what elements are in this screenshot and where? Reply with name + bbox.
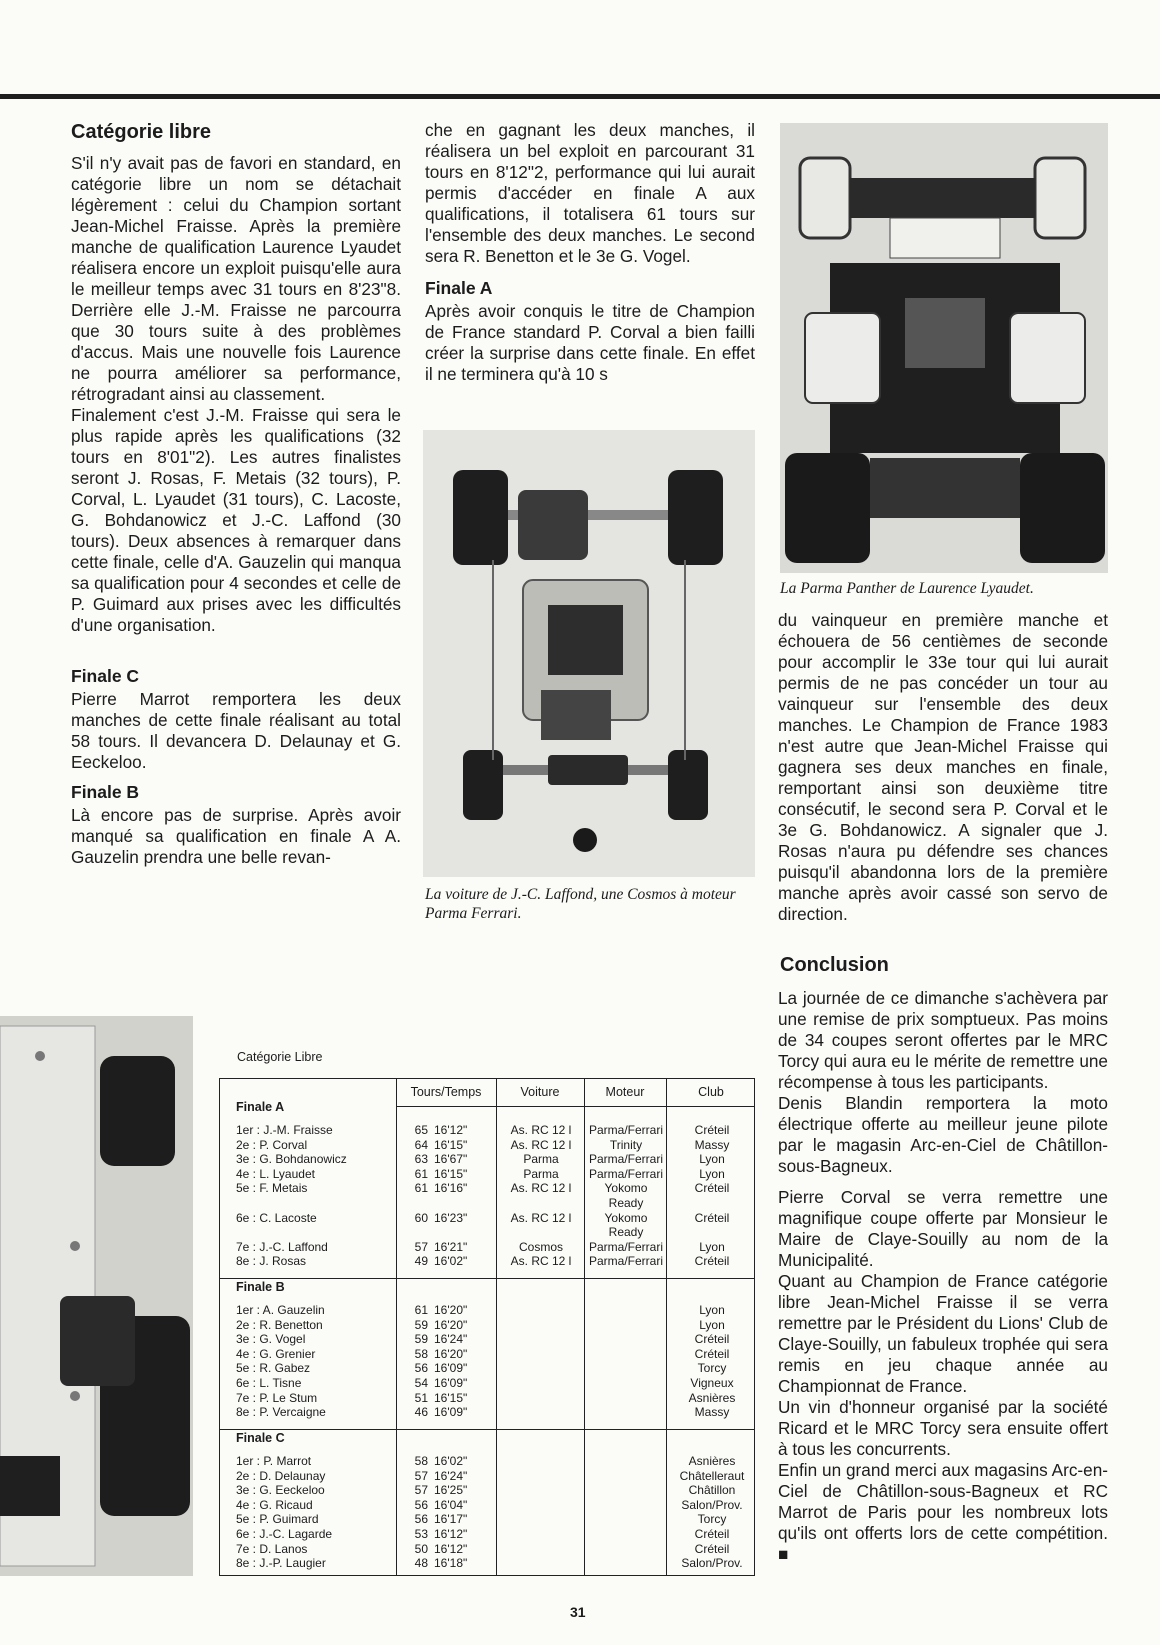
- cell-place: 8e : P. Vercaigne: [236, 1405, 326, 1420]
- section-heading-categorie-libre: [71, 120, 211, 144]
- cell-place: 6e : C. Lacoste: [236, 1210, 317, 1225]
- column-3: [778, 610, 1108, 925]
- cell-voiture: As. RC 12 l: [510, 1123, 572, 1137]
- cell-temps: 16'24": [434, 1468, 468, 1483]
- cell-voiture: As. RC 12 l: [510, 1181, 572, 1196]
- cell-temps: 16'23": [434, 1210, 468, 1225]
- cell-temps: 16'21": [434, 1239, 468, 1254]
- paragraph: du vainqueur en première manche et échouera de 56 centièmes de seconde pour accomplir le 33e tour qui lui aurait permis de ne pas concéder un tour au vainqueur sur l'ensemble des deux manches. Le Champion de France 1983 n'est autre que Jean-Michel Fraisse qui gagnera ses deux manches en finale, remportant ainsi son deuxième titre consécutif, le second sera P. Corval et le 3e G. Bohdanowicz. A signaler que J. Rosas n'aura pu défendre ses chances puisqu'il abandonna lors de la première manche après avoir cassé son servo de direction.: [778, 610, 1108, 924]
- cell-temps: 16'09": [434, 1376, 468, 1390]
- cell-moteur: Parma/Ferrari: [588, 1123, 663, 1137]
- cell-temps: 16'20": [434, 1303, 468, 1317]
- paragraph: che en gagnant les deux manches, il réalisera un bel exploit en parcourant 31 tours en 8'12"2, performance qui lui aurait permis d'accéder en finale A aux qualifications, il totalisera 61 tours sur l'ensemble des deux manches. Le second sera R. Benetton et le 3e G. Vogel.: [425, 120, 755, 266]
- car-chassis-illustration: [423, 430, 755, 877]
- paragraph: Pierre Marrot remportera les deux manches de cette finale réalisant au total 58 tours. Il devancera D. Delaunay et G. Eeckeloo.: [71, 689, 401, 772]
- column-2: [425, 120, 755, 385]
- cell-tours: 58: [414, 1454, 428, 1468]
- section-heading-conclusion: [780, 953, 889, 977]
- cell-voiture: Cosmos: [518, 1239, 563, 1254]
- chassis-detail-illustration: [0, 1016, 193, 1576]
- paragraph: La journée de ce dimanche s'achèvera par une remise de prix somptueux. Pas moins de 34 coupes seront offertes par le MRC Torcy qui aura eu le mérite de remettre une récompense à tous les participants.: [778, 988, 1108, 1092]
- cell-temps: 16'12": [434, 1527, 468, 1541]
- cell-club: Châtillon: [688, 1483, 736, 1498]
- cell-tours: 61: [414, 1303, 428, 1317]
- cell-place: 6e : L. Tisne: [236, 1376, 302, 1390]
- cell-club: Torcy: [697, 1512, 727, 1527]
- cell-club: Asnières: [688, 1390, 736, 1405]
- cell-tours: 63: [414, 1152, 428, 1167]
- paragraph: Denis Blandin remportera la moto électrique offerte au meilleur jeune pilote par le magasin Arc-en-Ciel de Châtillon-sous-Bagneux.: [778, 1093, 1108, 1176]
- section-label-finale-b: Finale B: [236, 1280, 285, 1294]
- cell-tours: 53: [414, 1527, 428, 1541]
- cell-place: 5e : F. Metais: [236, 1181, 308, 1196]
- cell-tours: 59: [414, 1332, 428, 1347]
- cell-club: Châtelleraut: [679, 1468, 745, 1483]
- subheading-finale-c: Finale C: [71, 666, 140, 686]
- cell-tours: 57: [414, 1468, 428, 1483]
- cell-place: 6e : J.-C. Lagarde: [236, 1527, 333, 1541]
- cell-club: Asnières: [688, 1454, 736, 1468]
- header-voiture: Voiture: [520, 1085, 560, 1099]
- cell-club: Créteil: [694, 1346, 730, 1361]
- cell-club: Lyon: [699, 1239, 725, 1254]
- cell-club: Créteil: [694, 1527, 730, 1541]
- cell-club: Créteil: [694, 1123, 730, 1137]
- cell-club: Créteil: [694, 1541, 730, 1556]
- paragraph: Un vin d'honneur organisé par la société Ricard et le MRC Torcy sera ensuite offert à tous les concurrents.: [778, 1397, 1108, 1459]
- cell-tours: 60: [414, 1210, 428, 1225]
- heading-text: Conclusion: [780, 954, 889, 976]
- cell-temps: 16'15": [434, 1390, 468, 1405]
- cell-voiture: As. RC 12 l: [510, 1210, 572, 1225]
- cell-temps: 16'16": [434, 1181, 468, 1196]
- car-chassis-illustration: [780, 123, 1108, 573]
- cell-tours: 56: [414, 1497, 428, 1512]
- conclusion-column: [778, 988, 1108, 1565]
- cell-tours: 57: [414, 1239, 428, 1254]
- cell-moteur: Parma/Ferrari: [588, 1254, 663, 1269]
- cell-place: 1er : J.-M. Fraisse: [236, 1123, 333, 1137]
- cell-club: Lyon: [699, 1303, 725, 1317]
- cell-tours: 46: [414, 1405, 428, 1420]
- column-1: [71, 153, 401, 868]
- cell-temps: 16'24": [434, 1332, 468, 1347]
- cell-tours: 57: [414, 1483, 428, 1498]
- cell-tours: 64: [414, 1137, 428, 1152]
- cell-moteur: Yokomo Ready: [604, 1210, 648, 1240]
- cell-temps: 16'18": [434, 1556, 468, 1571]
- cell-place: 3e : G. Eeckeloo: [236, 1483, 325, 1498]
- paragraph: S'il n'y avait pas de favori en standard, en catégorie libre un nom se détachait légèrement : celui du Champion sortant Jean-Michel Fraisse. Après la première manche de qualification Laurence Lyaudet réalisera encore un exploit puisqu'elle aura le meilleur temps avec 31 tours en 8'23"8. Derrière elle J.-M. Fraisse ne parcourra que 30 tours suite à des problèmes d'accus. Mais une nouvelle fois Laurence ne pourra améliorer sa performance, rétrogradant ainsi au classement.: [71, 153, 401, 404]
- cell-voiture: As. RC 12 l: [510, 1254, 572, 1269]
- cell-tours: 65: [414, 1123, 428, 1137]
- paragraph: Là encore pas de surprise. Après avoir manqué sa qualification en finale A A. Gauzelin prendra une belle revan-: [71, 805, 401, 867]
- cell-temps: 16'04": [434, 1497, 468, 1512]
- cell-place: 7e : J.-C. Laffond: [236, 1239, 328, 1254]
- cell-temps: 16'25": [434, 1483, 468, 1498]
- heading-text: Catégorie libre: [71, 121, 212, 143]
- cell-place: 1er : P. Marrot: [236, 1454, 312, 1468]
- header-moteur: Moteur: [605, 1085, 645, 1099]
- cell-club: Lyon: [699, 1152, 725, 1167]
- cell-place: 8e : J.-P. Laugier: [236, 1556, 326, 1571]
- paragraph: Quant au Champion de France catégorie libre Jean-Michel Fraisse il se verra remettre par le Président du Lions' Club de Claye-Souilly, un fabuleux trophée qui sera remis en jeu chaque année au Championnat de France.: [778, 1271, 1108, 1396]
- cell-tours: 58: [414, 1346, 428, 1361]
- cell-club: Torcy: [697, 1361, 727, 1376]
- table-title: Catégorie Libre: [237, 1050, 323, 1064]
- results-table: [219, 1078, 755, 1576]
- cell-moteur: Parma/Ferrari: [588, 1239, 663, 1254]
- cell-place: 1er : A. Gauzelin: [236, 1303, 325, 1317]
- cell-tours: 56: [414, 1361, 428, 1376]
- table-divider: [396, 1106, 754, 1107]
- paragraph: Finalement c'est J.-M. Fraisse qui sera le plus rapide après les qualifications (32 tours en 8'01"2). Les autres finalistes seront J. Rosas, F. Metais (32 tours), P. Corval, L. Lyaudet (31 tours), C. Lacoste, G. Bohdanowicz et J.-C. Laffond (30 tours). Deux absences à remarquer dans cette finale, celle d'A. Gauzelin qui manqua sa qualification pour 4 secondes et celle de P. Guimard aux prises avec les difficultés d'une organisation.: [71, 405, 401, 635]
- paragraph: Pierre Corval se verra remettre une magnifique coupe offerte par Monsieur le Maire de Claye-Souilly au nom de la Municipalité.: [778, 1187, 1108, 1270]
- cell-place: 7e : P. Le Stum: [236, 1390, 318, 1405]
- cell-tours: 61: [414, 1166, 428, 1181]
- cell-temps: 16'09": [434, 1405, 468, 1420]
- cell-place: 8e : J. Rosas: [236, 1254, 307, 1269]
- cell-place: 2e : P. Corval: [236, 1137, 308, 1152]
- cell-club: Lyon: [699, 1166, 725, 1181]
- section-label-finale-a: Finale A: [236, 1100, 285, 1114]
- cell-place: 3e : G. Bohdanowicz: [236, 1152, 347, 1167]
- cell-voiture: Parma: [523, 1166, 559, 1181]
- cell-voiture: As. RC 12 l: [510, 1137, 572, 1152]
- cell-tours: 54: [414, 1376, 428, 1390]
- subheading-finale-b: Finale B: [71, 782, 140, 802]
- cell-moteur: Yokomo Ready: [604, 1181, 648, 1210]
- cell-temps: 16'12": [434, 1123, 468, 1137]
- cell-tours: 51: [414, 1390, 428, 1405]
- photo-caption-laffond: La voiture de J.-C. Laffond, une Cosmos à moteur Parma Ferrari.: [425, 886, 736, 922]
- table-divider: [220, 1278, 754, 1279]
- paragraph: Après avoir conquis le titre de Champion de France standard P. Corval a bien failli créer la surprise dans cette finale. En effet il ne terminera qu'à 10 s: [425, 301, 755, 384]
- cell-temps: 16'02": [434, 1254, 468, 1269]
- cell-tours: 56: [414, 1512, 428, 1527]
- photo-chassis-detail: [0, 1016, 193, 1576]
- cell-club: Créteil: [694, 1210, 730, 1225]
- cell-tours: 49: [414, 1254, 428, 1269]
- cell-club: Créteil: [694, 1332, 730, 1347]
- cell-place: 3e : G. Vogel: [236, 1332, 306, 1347]
- cell-temps: 16'20": [434, 1317, 468, 1332]
- cell-place: 5e : P. Guimard: [236, 1512, 319, 1527]
- cell-moteur: Trinity: [609, 1137, 643, 1152]
- page-number: 31: [570, 1604, 586, 1620]
- cell-tours: 61: [414, 1181, 428, 1196]
- cell-club: Salon/Prov.: [681, 1497, 743, 1512]
- cell-temps: 16'15": [434, 1166, 468, 1181]
- cell-place: 5e : R. Gabez: [236, 1361, 311, 1376]
- cell-place: 4e : L. Lyaudet: [236, 1166, 315, 1181]
- cell-tours: 59: [414, 1317, 428, 1332]
- cell-temps: 16'67": [434, 1152, 468, 1167]
- header-club: Club: [698, 1085, 724, 1099]
- header-tours-temps: Tours/Temps: [410, 1085, 482, 1099]
- cell-club: Lyon: [699, 1317, 725, 1332]
- photo-parma-panther: [780, 123, 1108, 573]
- cell-club: Créteil: [694, 1254, 730, 1269]
- cell-temps: 16'09": [434, 1361, 468, 1376]
- cell-club: Vigneux: [690, 1376, 734, 1390]
- cell-temps: 16'17": [434, 1512, 468, 1527]
- subheading-finale-a: Finale A: [425, 278, 493, 298]
- cell-tours: 50: [414, 1541, 428, 1556]
- cell-place: 4e : G. Ricaud: [236, 1497, 313, 1512]
- cell-place: 7e : D. Lanos: [236, 1541, 308, 1556]
- cell-club: Créteil: [694, 1181, 730, 1196]
- cell-club: Massy: [694, 1405, 730, 1420]
- top-rule: [0, 94, 1160, 99]
- cell-club: Salon/Prov.: [681, 1556, 743, 1571]
- photo-laffond-car: [423, 430, 755, 877]
- photo-caption-panther: La Parma Panther de Laurence Lyaudet.: [780, 580, 1034, 597]
- section-label-finale-c: Finale C: [236, 1431, 285, 1445]
- cell-place: 2e : D. Delaunay: [236, 1468, 326, 1483]
- cell-temps: 16'20": [434, 1346, 468, 1361]
- cell-tours: 48: [414, 1556, 428, 1571]
- cell-moteur: Parma/Ferrari: [588, 1166, 663, 1181]
- cell-temps: 16'02": [434, 1454, 468, 1468]
- cell-club: Massy: [694, 1137, 730, 1152]
- paragraph: Enfin un grand merci aux magasins Arc-en-Ciel de Châtillon-sous-Bagneux et RC Marrot de Paris pour les nombreux lots qu'ils ont offerts lors de cette compétition. ■: [778, 1460, 1108, 1564]
- cell-place: 2e : R. Benetton: [236, 1317, 323, 1332]
- cell-place: 4e : G. Grenier: [236, 1346, 316, 1361]
- cell-voiture: Parma: [523, 1152, 559, 1167]
- cell-temps: 16'12": [434, 1541, 468, 1556]
- table-divider: [220, 1429, 754, 1430]
- cell-moteur: Parma/Ferrari: [588, 1152, 663, 1167]
- cell-temps: 16'15": [434, 1137, 468, 1152]
